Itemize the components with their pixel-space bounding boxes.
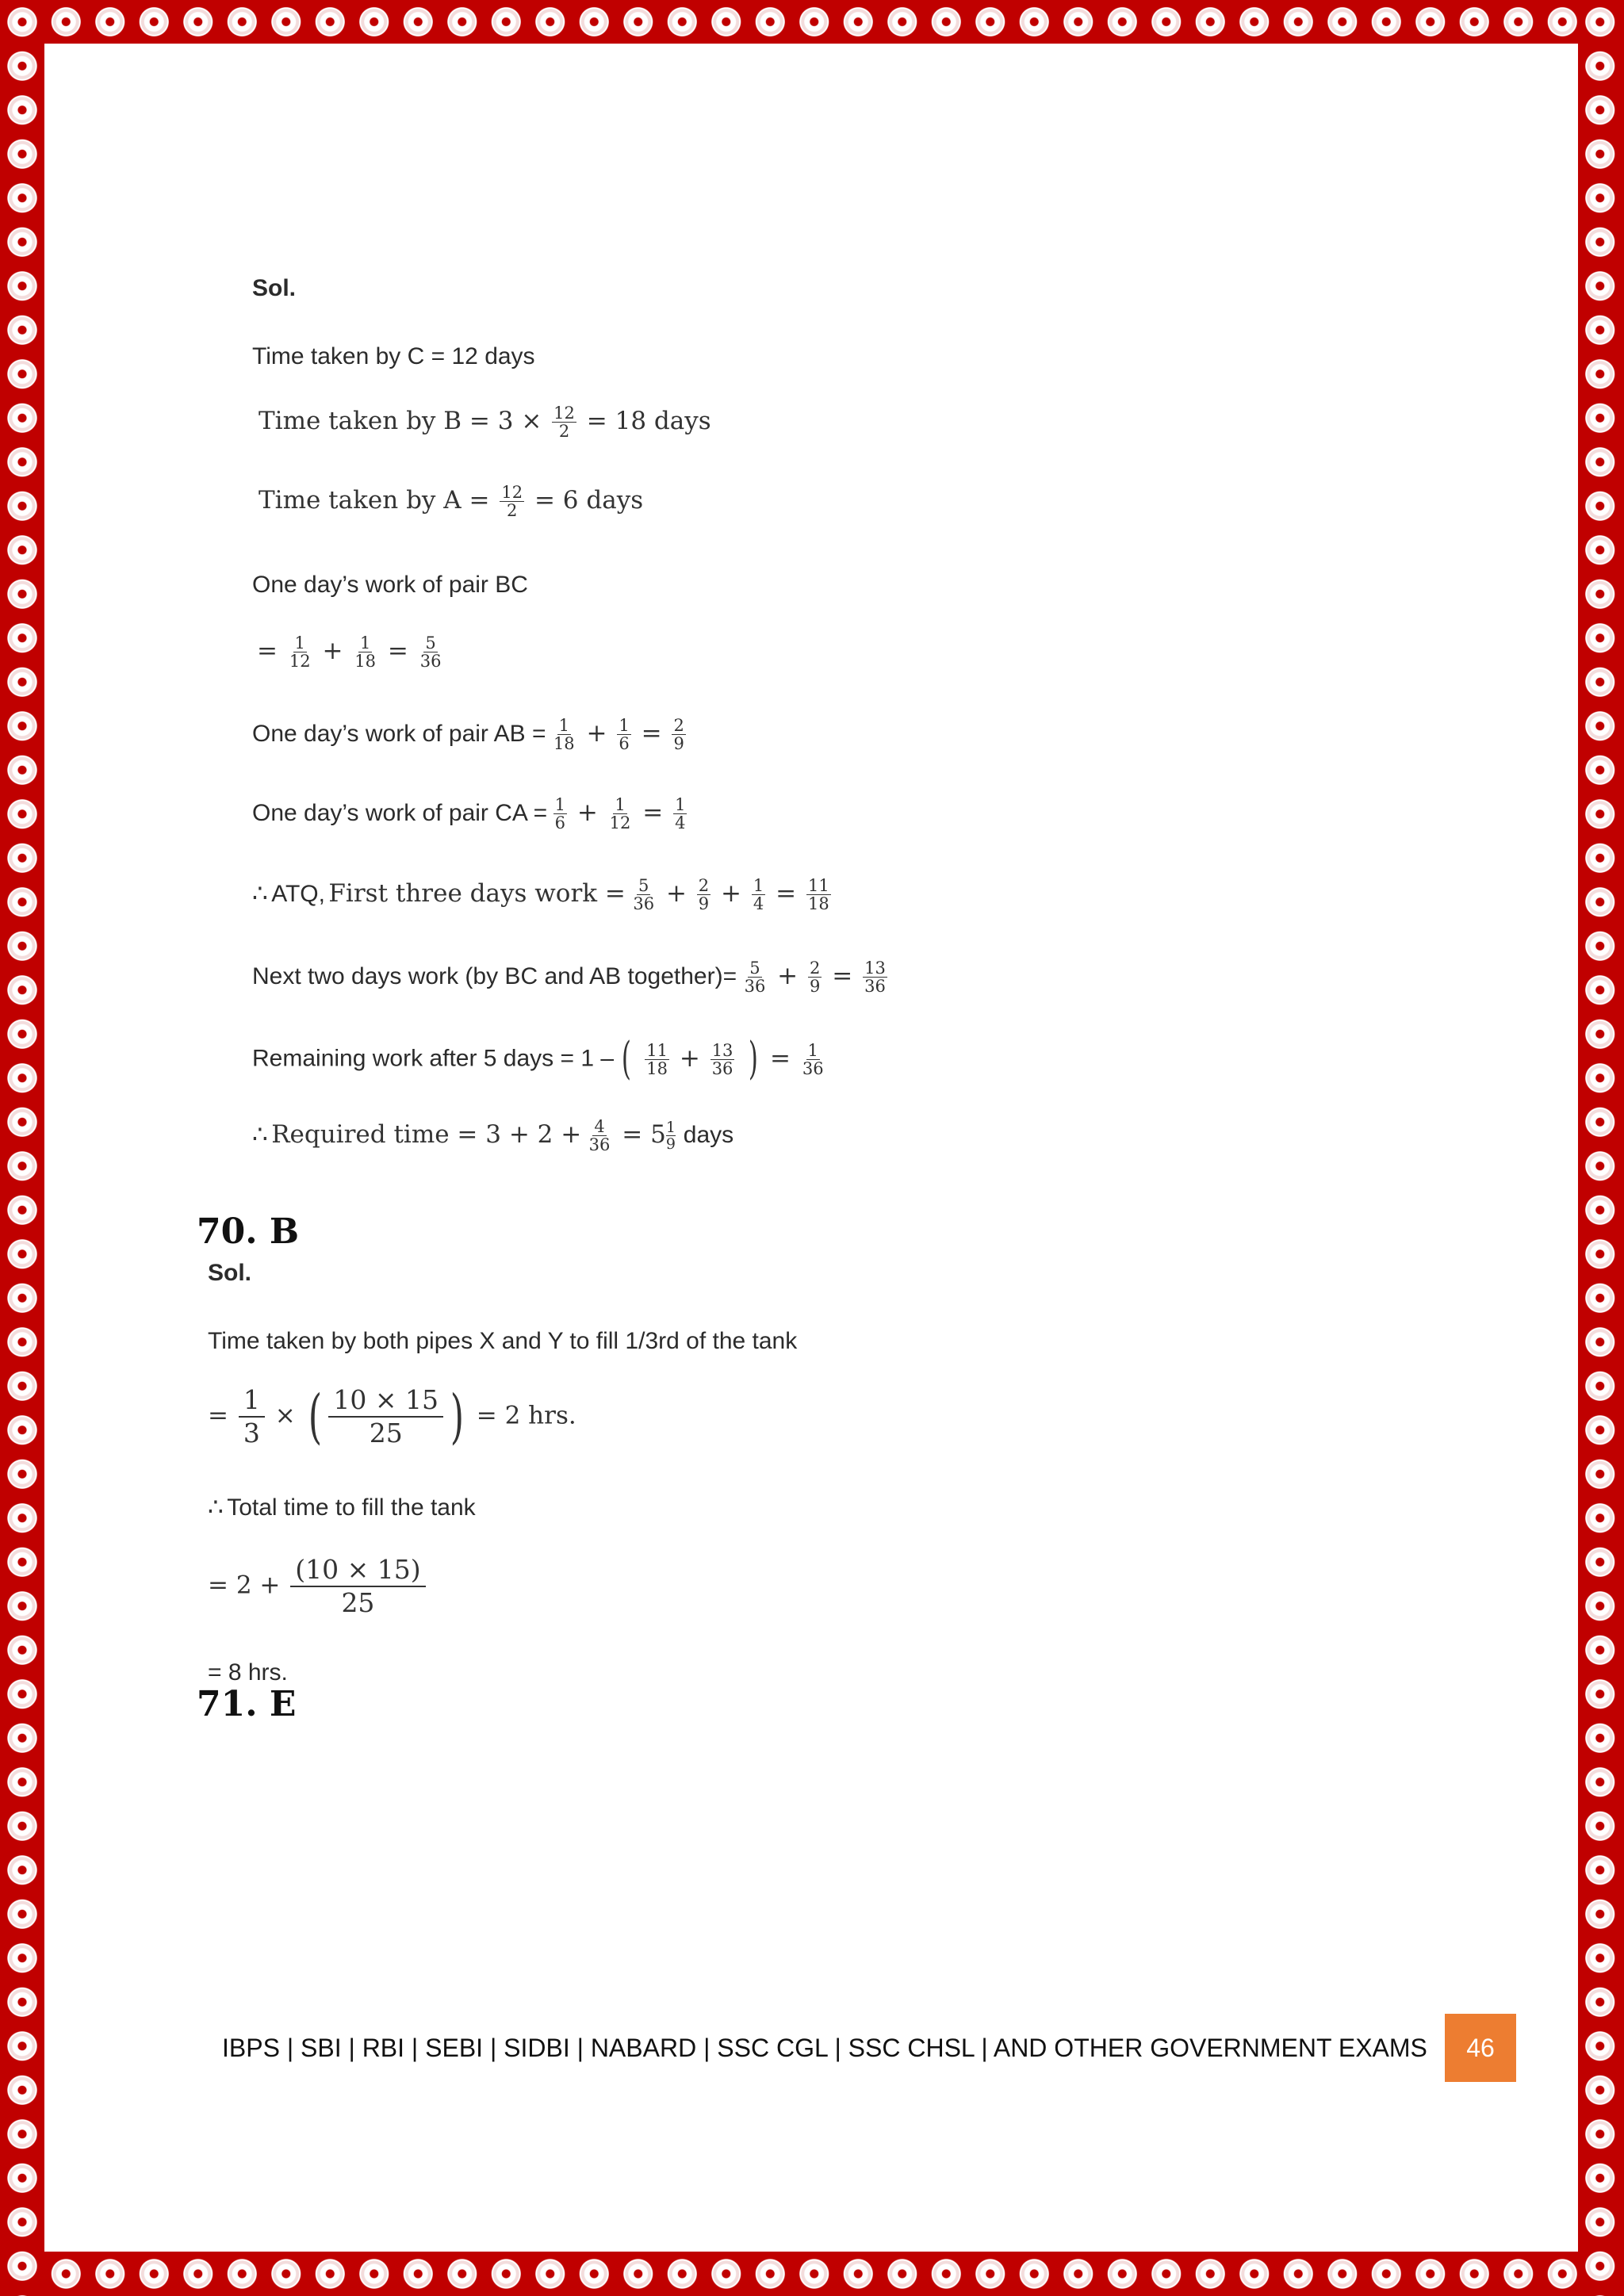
- footer-text: IBPS | SBI | RBI | SEBI | SIDBI | NABARD | SSC CGL | SSC CHSL | AND OTHER GOVERNMENT EXAMS: [222, 2033, 1427, 2062]
- decorative-border-right: [1578, 0, 1624, 2296]
- decorative-border-left: [0, 0, 44, 2296]
- q70-line-pipes: Time taken by both pipes X and Y to fill 1/3rd of the tank: [208, 1328, 798, 1354]
- q69-line-required-time: ∴ Required time = 3 + 2 + $\frac{4}{36}$ = 5 $\frac{1}{9}$ days: [252, 1117, 734, 1154]
- q69-line-bc-work-value: = $\frac{1}{12}$ + $\frac{1}{18}$ = $\frac{5}{36}$: [257, 633, 442, 671]
- q70-line-total-time-label: ∴ Total time to fill the tank: [208, 1493, 476, 1521]
- q70-heading: 70. B: [197, 1211, 300, 1252]
- q69-line-next-two-days: Next two days work (by BC and AB together)= $\frac{5}{36}$ + $\frac{2}{9}$ = $\frac{13}{36}$: [252, 959, 886, 996]
- therefore-symbol-icon: ∴: [252, 879, 268, 908]
- q69-line-b-time: Time taken by B = 3 × $\frac{12}{2}$ = 18 days: [259, 404, 711, 441]
- q70-line-formula-one-third: = $\frac{1}{3}$ × ( $\frac{10 \times 15}{25}$ ) = 2 hrs.: [208, 1383, 576, 1451]
- page-number-badge: 46: [1445, 2014, 1516, 2082]
- q69-line-ca-work: One day’s work of pair CA = $\frac{1}{6}$ + $\frac{1}{12}$ = $\frac{1}{4}$: [252, 795, 686, 832]
- q69-line-first-three-days: ∴ ATQ, First three days work = $\frac{5}{36}$ + $\frac{2}{9}$ + $\frac{1}{4}$ = $\frac{11}{18}$: [252, 876, 829, 913]
- q71-heading: 71. E: [197, 1684, 297, 1724]
- decorative-border-bottom: [0, 2252, 1624, 2296]
- q70-line-total-formula: = 2 + $\frac{(10 \times 15)}{25}$: [208, 1554, 428, 1619]
- decorative-border-top: [0, 0, 1624, 44]
- q70-line-answer: = 8 hrs.: [208, 1659, 288, 1686]
- q69-line-c-time: Time taken by C = 12 days: [252, 343, 535, 369]
- q69-line-remaining-work: Remaining work after 5 days = 1 – ( $\frac{11}{18}$ + $\frac{13}{36}$ ) = $\frac{1}{36}$: [252, 1033, 824, 1085]
- q69-sol-label: Sol.: [252, 275, 297, 301]
- footer-exams-line: [222, 2014, 1427, 2082]
- q70-sol-label: Sol.: [208, 1260, 252, 1286]
- q69-line-ab-work: One day’s work of pair AB = $\frac{1}{18}$ + $\frac{1}{6}$ = $\frac{2}{9}$: [252, 716, 684, 753]
- q69-line-a-time: Time taken by A = $\frac{12}{2}$ = 6 days: [259, 483, 644, 520]
- q69-line-bc-work-label: One day’s work of pair BC: [252, 572, 528, 598]
